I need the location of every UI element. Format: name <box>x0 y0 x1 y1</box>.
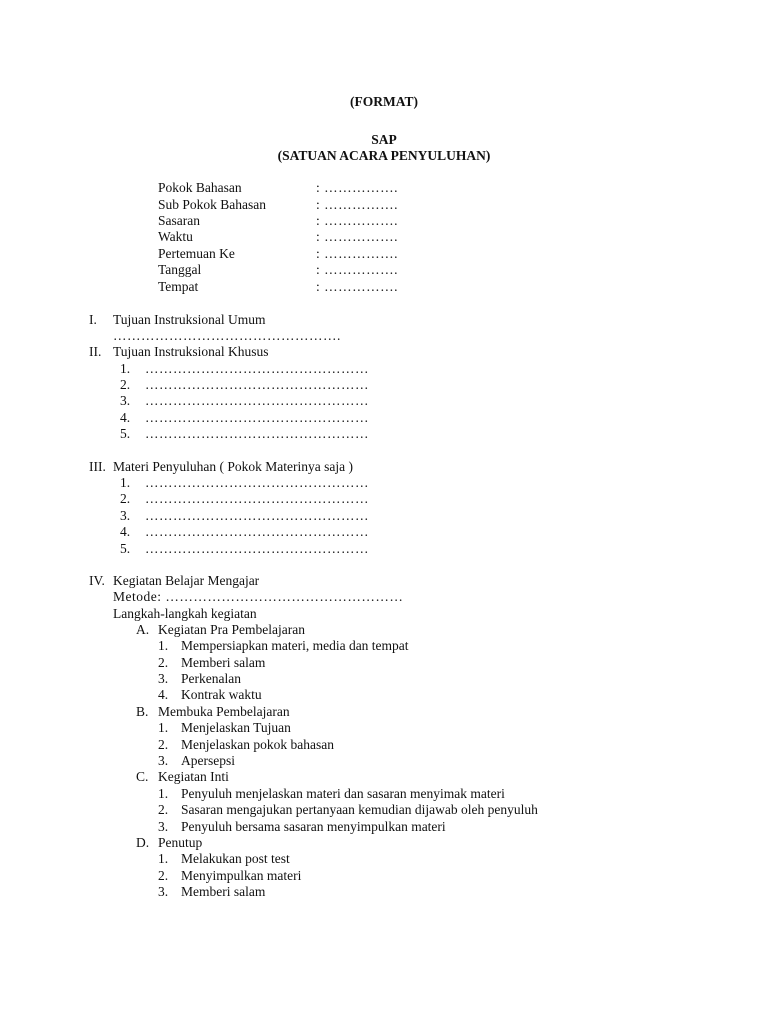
group-b-title: Membuka Pembelajaran <box>158 704 290 719</box>
format-heading: (FORMAT) <box>350 94 418 109</box>
section-3-item-1-text: ………………………………………… <box>145 475 369 490</box>
section-2-item-3-text: ………………………………………… <box>145 393 369 408</box>
section-3-item-4-text: ………………………………………… <box>145 524 369 539</box>
info-label-pertemuan-ke: Pertemuan Ke <box>158 246 235 261</box>
group-a-item-4-text: Kontrak waktu <box>181 687 262 702</box>
info-value-tanggal: : ……………. <box>316 262 399 277</box>
section-2-number: II. <box>89 344 102 359</box>
group-b-item-1-text: Menjelaskan Tujuan <box>181 720 291 735</box>
group-c-item-1-number: 1. <box>158 786 169 801</box>
group-b-item-2-text: Menjelaskan pokok bahasan <box>181 737 334 752</box>
info-value-pokok-bahasan: : ……………. <box>316 180 399 195</box>
sap-full-heading: (SATUAN ACARA PENYULUHAN) <box>277 148 491 163</box>
section-3-title: Materi Penyuluhan ( Pokok Materinya saja ) <box>113 459 353 474</box>
section-3-item-2-text: ………………………………………… <box>145 491 369 506</box>
group-a-item-1-text: Mempersiapkan materi, media dan tempat <box>181 638 409 653</box>
section-3-item-1-number: 1. <box>120 475 131 490</box>
info-label-sasaran: Sasaran <box>158 213 200 228</box>
section-1-title: Tujuan Instruksional Umum <box>113 312 266 327</box>
section-2-item-4-text: ………………………………………… <box>145 410 369 425</box>
info-value-tempat: : ……………. <box>316 279 399 294</box>
group-d-item-1-number: 1. <box>158 851 169 866</box>
info-label-waktu: Waktu <box>158 229 193 244</box>
group-d-item-3-text: Memberi salam <box>181 884 266 899</box>
section-4-langkah: Langkah-langkah kegiatan <box>113 606 257 621</box>
section-2-item-4-number: 4. <box>120 410 131 425</box>
group-b-item-3-number: 3. <box>158 753 169 768</box>
info-label-tempat: Tempat <box>158 279 199 294</box>
section-3-number: III. <box>89 459 106 474</box>
group-a-item-3-text: Perkenalan <box>181 671 241 686</box>
section-2-item-2-number: 2. <box>120 377 131 392</box>
group-a-item-4-number: 4. <box>158 687 169 702</box>
group-a-title: Kegiatan Pra Pembelajaran <box>158 622 305 637</box>
info-label-sub-pokok-bahasan: Sub Pokok Bahasan <box>158 197 266 212</box>
group-d-item-2-text: Menyimpulkan materi <box>181 868 302 883</box>
group-d-letter: D. <box>136 835 150 850</box>
group-a-item-2-text: Memberi salam <box>181 655 266 670</box>
section-2-item-1-number: 1. <box>120 361 131 376</box>
group-b-letter: B. <box>136 704 149 719</box>
section-2-item-5-text: ………………………………………… <box>145 426 369 441</box>
group-a-item-2-number: 2. <box>158 655 169 670</box>
info-label-pokok-bahasan: Pokok Bahasan <box>158 180 242 195</box>
section-3-item-2-number: 2. <box>120 491 131 506</box>
group-b-item-1-number: 1. <box>158 720 169 735</box>
section-2-item-1-text: ………………………………………… <box>145 361 369 376</box>
section-3-item-5-text: ………………………………………… <box>145 541 369 556</box>
group-d-item-3-number: 3. <box>158 884 169 899</box>
section-2-title: Tujuan Instruksional Khusus <box>113 344 269 359</box>
group-b-item-2-number: 2. <box>158 737 169 752</box>
section-3-item-3-number: 3. <box>120 508 131 523</box>
info-label-tanggal: Tanggal <box>158 262 202 277</box>
group-c-item-3-text: Penyuluh bersama sasaran menyimpulkan materi <box>181 819 446 834</box>
group-c-title: Kegiatan Inti <box>158 769 229 784</box>
info-value-waktu: : ……………. <box>316 229 399 244</box>
section-1-dots: …………………………………………. <box>113 328 341 343</box>
group-a-item-1-number: 1. <box>158 638 169 653</box>
group-c-letter: C. <box>136 769 149 784</box>
group-d-item-2-number: 2. <box>158 868 169 883</box>
section-3-item-3-text: ………………………………………… <box>145 508 369 523</box>
section-3-item-5-number: 5. <box>120 541 131 556</box>
section-2-item-5-number: 5. <box>120 426 131 441</box>
group-a-letter: A. <box>136 622 150 637</box>
group-d-item-1-text: Melakukan post test <box>181 851 290 866</box>
info-value-sub-pokok-bahasan: : ……………. <box>316 197 399 212</box>
section-1-number: I. <box>89 312 97 327</box>
sap-heading: SAP <box>371 132 397 147</box>
group-c-item-1-text: Penyuluh menjelaskan materi dan sasaran menyimak materi <box>181 786 505 801</box>
section-2-item-2-text: ………………………………………… <box>145 377 369 392</box>
section-2-item-3-number: 3. <box>120 393 131 408</box>
section-4-number: IV. <box>89 573 105 588</box>
group-b-item-3-text: Apersepsi <box>181 753 235 768</box>
group-c-item-2-text: Sasaran mengajukan pertanyaan kemudian dijawab oleh penyuluh <box>181 802 538 817</box>
group-c-item-3-number: 3. <box>158 819 169 834</box>
section-4-metode: Metode: …………………………………………… <box>113 589 404 604</box>
group-a-item-3-number: 3. <box>158 671 169 686</box>
group-c-item-2-number: 2. <box>158 802 169 817</box>
group-d-title: Penutup <box>158 835 203 850</box>
info-value-pertemuan-ke: : ……………. <box>316 246 399 261</box>
section-4-title: Kegiatan Belajar Mengajar <box>113 573 260 588</box>
info-value-sasaran: : ……………. <box>316 213 399 228</box>
section-3-item-4-number: 4. <box>120 524 131 539</box>
